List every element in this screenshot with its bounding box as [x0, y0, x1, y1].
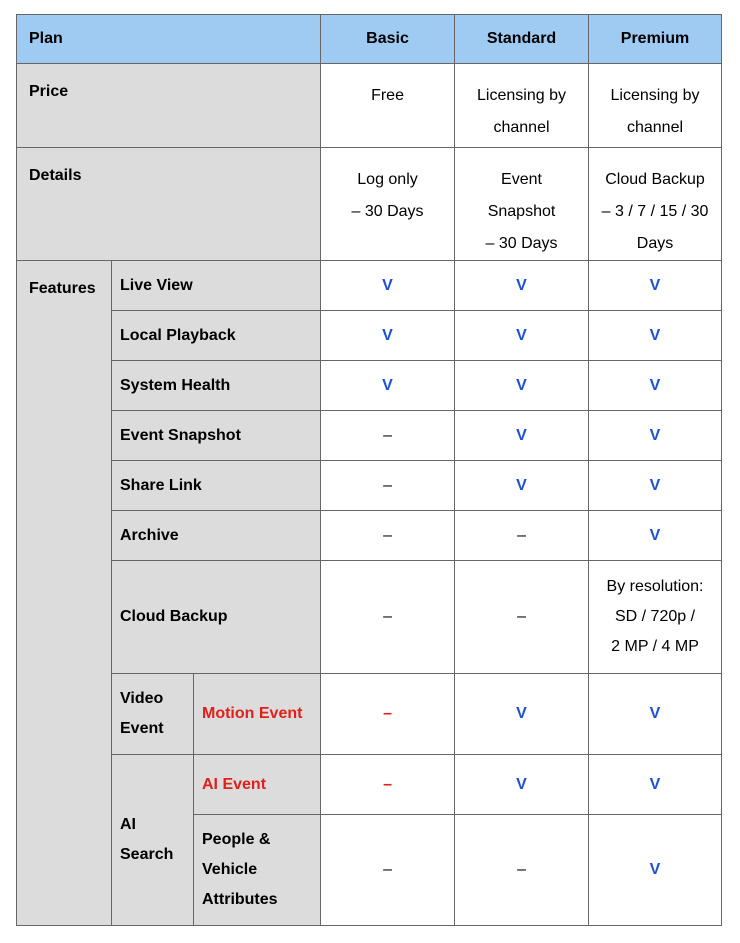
header-row — [17, 15, 722, 64]
details-standard-line: Snapshot — [487, 203, 556, 220]
ai-search-group-label — [112, 755, 194, 926]
details-basic-line: – 30 Days — [351, 203, 424, 220]
feature-name: Cloud Backup — [112, 561, 321, 674]
header-standard: Standard — [455, 15, 589, 64]
feature-basic: – — [321, 511, 455, 561]
price-standard-line: channel — [493, 119, 550, 136]
feature-name: System Health — [112, 361, 321, 411]
details-premium — [589, 148, 722, 261]
feature-row-share-link — [17, 461, 722, 511]
cloud-backup-line: By resolution: — [606, 578, 704, 595]
features-label: Features — [17, 261, 112, 926]
feature-premium: V — [589, 311, 722, 361]
feature-basic: V — [321, 361, 455, 411]
feature-row-event-snapshot — [17, 411, 722, 461]
feature-standard: V — [455, 261, 589, 311]
group-label-line: Event — [120, 720, 164, 737]
price-basic: Free — [321, 64, 455, 148]
feature-premium: V — [589, 461, 722, 511]
feature-basic: – — [321, 411, 455, 461]
details-premium-line: Cloud Backup — [605, 171, 705, 188]
feature-standard: V — [455, 674, 589, 755]
feature-basic: V — [321, 261, 455, 311]
cloud-backup-line: SD / 720p / — [614, 608, 696, 625]
feature-basic: – — [321, 561, 455, 674]
feature-basic: V — [321, 311, 455, 361]
details-label: Details — [17, 148, 321, 261]
feature-standard: V — [455, 311, 589, 361]
feature-row-archive — [17, 511, 722, 561]
cloud-backup-line: 2 MP / 4 MP — [611, 638, 699, 655]
price-premium-line: Licensing by — [610, 87, 700, 104]
feature-premium: V — [589, 261, 722, 311]
feature-name: Event Snapshot — [112, 411, 321, 461]
feature-name-line: People & — [202, 831, 271, 848]
feature-name: Live View — [112, 261, 321, 311]
feature-standard: V — [455, 755, 589, 815]
feature-premium: V — [589, 815, 722, 926]
group-label-line: Search — [120, 846, 174, 863]
price-premium — [589, 64, 722, 148]
header-plan: Plan — [17, 15, 321, 64]
details-standard — [455, 148, 589, 261]
feature-basic: – — [321, 674, 455, 755]
feature-standard: V — [455, 411, 589, 461]
price-label: Price — [17, 64, 321, 148]
feature-name-line: Attributes — [202, 891, 278, 908]
feature-standard: V — [455, 361, 589, 411]
plan-comparison-table — [16, 14, 722, 926]
price-premium-line: channel — [626, 119, 684, 136]
feature-basic: – — [321, 755, 455, 815]
feature-name: AI Event — [194, 755, 321, 815]
feature-standard: – — [455, 815, 589, 926]
feature-premium: V — [589, 361, 722, 411]
feature-row-cloud-backup — [17, 561, 722, 674]
group-label-line: Video — [120, 690, 164, 707]
details-row — [17, 148, 722, 261]
feature-name-line: Vehicle — [202, 861, 258, 878]
feature-row-system-health — [17, 361, 722, 411]
feature-row-ai-event — [17, 755, 722, 815]
feature-premium: V — [589, 511, 722, 561]
group-label-line: AI — [120, 816, 136, 833]
feature-standard: V — [455, 461, 589, 511]
details-premium-line: – 3 / 7 / 15 / 30 — [601, 203, 709, 220]
feature-standard: – — [455, 511, 589, 561]
feature-row-live-view — [17, 261, 722, 311]
feature-premium: V — [589, 674, 722, 755]
price-standard — [455, 64, 589, 148]
feature-premium: V — [589, 411, 722, 461]
feature-name: Motion Event — [194, 674, 321, 755]
details-basic-line: Log only — [357, 171, 418, 188]
feature-name — [194, 815, 321, 926]
details-premium-line: Days — [636, 235, 674, 252]
price-standard-line: Licensing by — [477, 87, 566, 104]
details-standard-line: Event — [501, 171, 542, 188]
feature-row-motion-event — [17, 674, 722, 755]
header-basic: Basic — [321, 15, 455, 64]
details-basic — [321, 148, 455, 261]
feature-premium — [589, 561, 722, 674]
feature-standard: – — [455, 561, 589, 674]
details-standard-line: – 30 Days — [485, 235, 558, 252]
video-event-group-label — [112, 674, 194, 755]
price-row — [17, 64, 722, 148]
feature-row-local-playback — [17, 311, 722, 361]
feature-name: Archive — [112, 511, 321, 561]
feature-basic: – — [321, 815, 455, 926]
feature-name: Share Link — [112, 461, 321, 511]
feature-premium: V — [589, 755, 722, 815]
feature-basic: – — [321, 461, 455, 511]
feature-name: Local Playback — [112, 311, 321, 361]
header-premium: Premium — [589, 15, 722, 64]
